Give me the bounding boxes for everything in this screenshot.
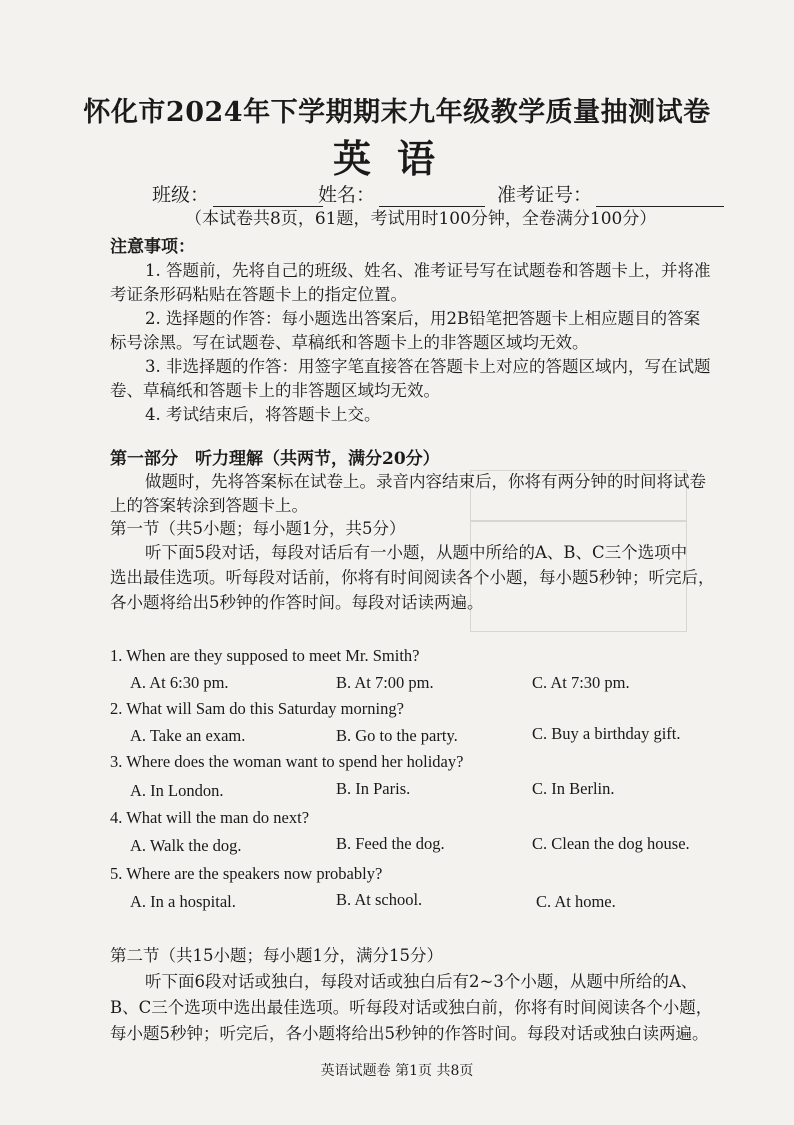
bleed-through-table-divider	[470, 520, 687, 522]
exam-info: （本试卷共8页，61题，考试用时100分钟，全卷满分100分）	[185, 209, 657, 229]
part1-intro-1: 做题时，先将答案标在试卷上。录音内容结束后，你将有两分钟的时间将试卷	[145, 472, 706, 491]
q5-option-c: C. At home.	[536, 892, 616, 911]
question-4: 4. What will the man do next?	[110, 808, 310, 827]
subject-title: 英语	[332, 136, 461, 181]
section1-line-2: 选出最佳选项。听每段对话前，你将有时间阅读各个小题，每小题5秒钟；听完后，	[110, 568, 715, 587]
q5-option-a: A. In a hospital.	[130, 892, 236, 911]
q2-option-c: C. Buy a birthday gift.	[532, 724, 681, 743]
section2-line-2: B、C三个选项中选出最佳选项。听每段对话或独白前，你将有时间阅读各个小题，	[110, 998, 713, 1017]
section2-line-1: 听下面6段对话或独白，每段对话或独白后有2~3个小题，从题中所给的A、	[145, 972, 698, 991]
notice-line-7: 4. 考试结束后，将答题卡上交。	[145, 405, 381, 424]
page-footer: 英语试题卷 第1页 共8页	[320, 1063, 474, 1079]
question-2: 2. What will Sam do this Saturday morning?	[110, 699, 404, 718]
student-info-row	[152, 180, 323, 207]
q3-option-c: C. In Berlin.	[532, 779, 615, 798]
section1-line-3: 各小题将给出5秒钟的作答时间。每段对话读两遍。	[110, 593, 484, 612]
notice-line-4: 标号涂黑。写在试题卷、草稿纸和答题卡上的非答题区域均无效。	[110, 333, 589, 352]
question-3: 3. Where does the woman want to spend her holiday?	[110, 752, 464, 771]
q4-option-b: B. Feed the dog.	[336, 834, 445, 853]
exam-id-label: 准考证号：	[497, 184, 593, 206]
notice-line-6: 卷、草稿纸和答题卡上的非答题区域均无效。	[110, 381, 440, 400]
part1-heading: 第一部分 听力理解（共两节，满分20分）	[110, 449, 440, 469]
notice-line-5: 3. 非选择题的作答：用签字笔直接答在答题卡上对应的答题区域内，写在试题	[145, 357, 711, 376]
q2-option-b: B. Go to the party.	[336, 726, 458, 745]
q4-option-a: A. Walk the dog.	[130, 836, 242, 855]
class-label: 班级：	[152, 184, 210, 206]
question-1: 1. When are they supposed to meet Mr. Smith?	[110, 646, 420, 665]
notice-line-3: 2. 选择题的作答：每小题选出答案后，用2B铅笔把答题卡上相应题目的答案	[145, 309, 701, 328]
q3-option-b: B. In Paris.	[336, 779, 411, 798]
q1-option-c: C. At 7:30 pm.	[532, 673, 630, 692]
notice-line-2: 考证条形码粘贴在答题卡上的指定位置。	[110, 285, 407, 304]
q1-option-b: B. At 7:00 pm.	[336, 673, 434, 692]
exam-id-info	[497, 180, 724, 207]
q4-option-c: C. Clean the dog house.	[532, 834, 690, 853]
name-info	[318, 180, 485, 207]
notice-line-1: 1. 答题前，先将自己的班级、姓名、准考证号写在试题卷和答题卡上，并将准	[145, 261, 711, 280]
q3-option-a: A. In London.	[130, 781, 224, 800]
q2-option-a: A. Take an exam.	[130, 726, 246, 745]
name-label: 姓名：	[318, 184, 376, 206]
question-5: 5. Where are the speakers now probably?	[110, 864, 383, 883]
section1-line-1: 听下面5段对话，每段对话后有一小题，从题中所给的A、B、C三个选项中	[145, 543, 688, 562]
section2-line-3: 每小题5秒钟；听完后，各小题将给出5秒钟的作答时间。每段对话或独白读两遍。	[110, 1024, 709, 1043]
part1-intro-2: 上的答案转涂到答题卡上。	[110, 496, 308, 515]
exam-title: 怀化市2024年下学期期末九年级教学质量抽测试卷	[83, 97, 711, 128]
section1-heading: 第一节（共5小题；每小题1分，共5分）	[110, 519, 406, 538]
notices-heading: 注意事项：	[110, 237, 195, 257]
section2-heading: 第二节（共15小题；每小题1分，满分15分）	[110, 946, 443, 965]
q5-option-b: B. At school.	[336, 890, 423, 909]
q1-option-a: A. At 6:30 pm.	[130, 673, 229, 692]
